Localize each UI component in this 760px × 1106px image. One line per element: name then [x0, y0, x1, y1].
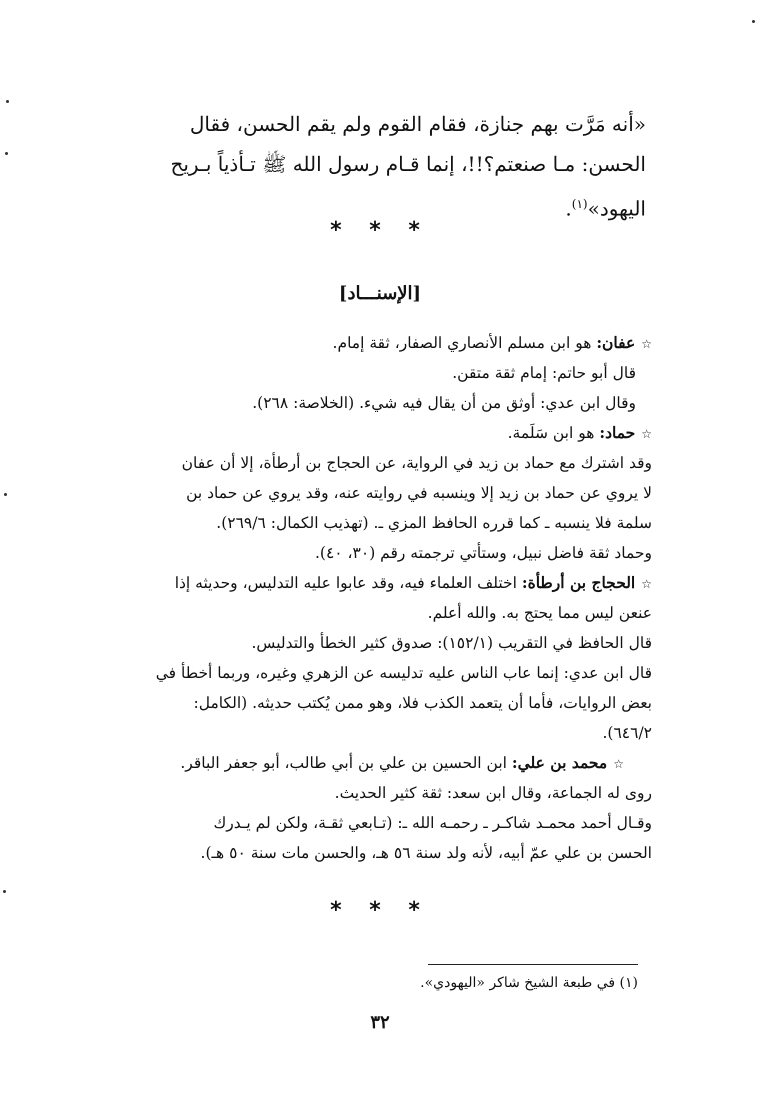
hammad-desc: هو ابن سَلَمة. [507, 424, 595, 442]
star-bullet-icon: ☆ [641, 427, 652, 441]
muhammad-line-2: روى له الجماعة، وقال ابن سعد: ثقة كثير الحديث. [334, 784, 652, 802]
narrator-name-affan: عفان: [596, 333, 636, 352]
scan-speck [3, 890, 6, 893]
hadith-quote [88, 104, 646, 224]
scan-speck [752, 20, 755, 23]
muhammad-line-3: وقـال أحمد محمـد شاكـر ـ رحمـه الله ـ: (تـابعي ثقـة، ولكن لم يـدرك [213, 814, 652, 832]
star-bullet-icon: ☆ [641, 577, 652, 591]
muhammad-line-4: الحسن بن علي عمّ أبيه، لأنه ولد سنة ٥٦ هـ، والحسن مات سنة ٥٠ هـ). [200, 844, 652, 862]
hajjaj-line-4: قال ابن عدي: إنما عاب الناس عليه تدليسه عن الزهري وغيره، وربما أخطأ في [155, 664, 652, 682]
quote-line-1: «أنه مَرَّت بهم جنازة، فقام القوم ولم يقم الحسن، فقال [189, 112, 646, 136]
entry-muhammad [92, 748, 652, 778]
isnad-body [92, 328, 652, 868]
affan-line-3: وقال ابن عدي: أوثق من أن يقال فيه شيء. (الخلاصة: ٢٦٨). [252, 394, 636, 412]
separator-bottom: * * * [330, 898, 430, 923]
hajjaj-line-2: عنعن ليس مما يحتج به. والله أعلم. [427, 604, 652, 622]
affan-line-2: قال أبو حاتم: إمام ثقة متقن. [452, 364, 636, 382]
narrator-name-hajjaj: الحجاج بن أرطأة: [521, 573, 636, 592]
entry-hammad [92, 418, 652, 448]
footnote-divider [428, 964, 638, 965]
hammad-line-4: سلمة فلا ينسبه ـ كما قرره الحافظ المزي ـ. (تهذيب الكمال: ٢٦٩/٦). [216, 514, 652, 532]
star-bullet-icon: ☆ [641, 337, 652, 351]
narrator-name-muhammad: محمد بن علي: [511, 753, 608, 772]
hajjaj-line-6: ٦٤٦/٢). [602, 724, 652, 742]
separator-top: * * * [330, 218, 430, 243]
hajjaj-line-5: بعض الروايات، فأما أن يتعمد الكذب فلا، وهو ممن يُكتب حديثه. (الكامل: [193, 694, 652, 712]
quote-line-2: الحسن: مـا صنعتم؟!!، إنما قـام رسول الله ﷺ تـأذياً بـريح [170, 152, 646, 176]
entry-affan [92, 328, 652, 358]
scan-speck [5, 152, 8, 155]
entry-hajjaj [92, 568, 652, 598]
page-number: ٣٢ [370, 1012, 390, 1033]
hammad-line-3: لا يروي عن حماد بن زيد إلا وينسبه في روايته عنه، وقد يروي عن حماد بن [186, 484, 652, 502]
narrator-name-hammad: حماد: [599, 423, 636, 442]
scan-speck [6, 100, 9, 103]
hammad-line-5: وحماد ثقة فاضل نبيل، وستأتي ترجمته رقم (٣٠، ٤٠). [314, 544, 652, 562]
scan-speck [4, 493, 7, 496]
hammad-line-2: وقد اشترك مع حماد بن زيد في الرواية، عن الحجاج بن أرطأة، إلا أن عفان [181, 454, 652, 472]
affan-desc: هو ابن مسلم الأنصاري الصفار، ثقة إمام. [332, 334, 592, 352]
section-title: [الإسنـــاد] [338, 283, 422, 304]
muhammad-desc: ابن الحسين بن علي بن أبي طالب، أبو جعفر الباقر. [180, 754, 507, 772]
hajjaj-desc: اختلف العلماء فيه، وقد عابوا عليه التدليس، وحديثه إذا [174, 574, 517, 592]
hajjaj-line-3: قال الحافظ في التقريب (١٥٢/١): صدوق كثير الخطأ والتدليس. [251, 634, 652, 652]
quote-line-3-text: اليهود» [587, 196, 646, 221]
footnote: (١) في طبعة الشيخ شاكر «اليهودي». [420, 975, 638, 991]
star-bullet-icon: ☆ [613, 757, 624, 771]
footnote-ref: (١) [571, 197, 588, 211]
quote-end-punct: . [565, 196, 572, 221]
